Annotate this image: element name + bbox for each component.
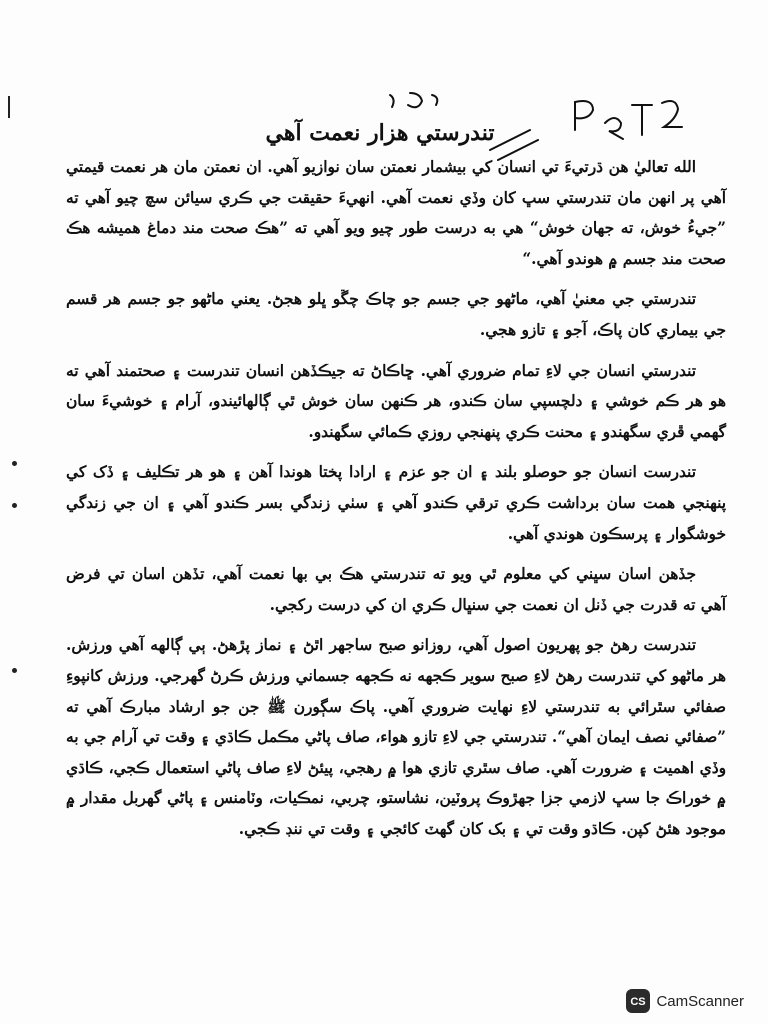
paragraph: تندرستي جي معنيٰ آهي، ماڻهو جي جسم جو چاڪ چڱو ڀلو هجڻ. يعني ماڻهو جو جسم هر قسم جي بيماري کان پاڪ، آجو ۽ تازو هجي. bbox=[66, 290, 726, 339]
svg-text:CS: CS bbox=[630, 996, 647, 1008]
paragraph: تندرست رهڻ جو پهريون اصول آهي، روزانو صبح ساجهر اٿڻ ۽ نماز پڙهڻ. ٻي ڳالهه آهي ورزش. هر ماڻهو کي تندرست رهڻ لاءِ صبح سوير ڪجهه نه ڪجهه جسماني ورزش ڪرڻ گهرجي. ورزش کانپوءِ صفائي سٿرائي به تندرستي لاءِ نهايت ضروري آهي. پاڪ سڳورن ﷺ جن جو ارشاد مبارڪ آهي ته ”صفائي نصف ايمان آهي“. تندرستي جي لاءِ تازو هواء، صاف پاڻي مڪمل ڪاڌي ۽ وقت تي آرام جي به وڏي اهميت ۽ ضرورت آهي. صاف سٿري تازي هوا ۾ رهجي، پيئڻ لاءِ صاف پاڻي استعمال ڪجي، ڪاڌي ۾ خوراڪ جا سڀ لازمي جزا جهڙوڪ پروٽين، نشاستو، چربي، نمڪيات، وٽامنس ۽ پاڻي گهربل مقدار ۾ موجود هئڻ کپن. ڪاڌو وقت تي ۽ بک کان گهٽ کائجي ۽ وقت تي ننڊ ڪجي. bbox=[66, 636, 726, 838]
document-title: تندرستي هزار نعمت آهي bbox=[265, 120, 495, 146]
margin-mark bbox=[8, 96, 10, 118]
camscanner-label: CamScanner bbox=[656, 992, 744, 1010]
margin-dot bbox=[12, 503, 17, 508]
margin-dot bbox=[12, 461, 17, 466]
paragraph: الله تعاليٰ هن ڌرتيءَ تي انسان کي بيشمار نعمتن سان نوازيو آهي. ان نعمتن مان هر نعمت قيمتي آهي پر انهن مان تندرستي سڀ کان وڏي نعمت آهي. انهيءَ حقيقت جي ڪري سيائن سچ چيو آهي ته ”جيءُ خوش، ته جهان خوش“ هي به درست طور چيو ويو آهي ته ”هڪ صحت مند دماغ هميشه هڪ صحت مند جسم ۾ هوندو آهي.“ bbox=[66, 158, 726, 268]
camscanner-watermark bbox=[626, 986, 744, 1016]
camscanner-logo-icon bbox=[626, 989, 650, 1013]
paragraph: تندرستي انسان جي لاءِ تمام ضروري آهي. ڇاڪاڻ ته جيڪڏهن انسان تندرست ۽ صحتمند آهي ته هو هر ڪم خوشي ۽ دلچسپي سان ڪندو، هر ڪنهن سان خوش ٿي ڳالهائيندو، آرام ۽ خوشيءَ سان گهمي ڦري سگهندو ۽ محنت ڪري پنهنجي روزي ڪمائي سگهندو. bbox=[66, 361, 726, 441]
margin-dot bbox=[12, 668, 17, 673]
paragraph: تندرست انسان جو حوصلو بلند ۽ ان جو عزم ۽ ارادا پختا هوندا آهن ۽ هو هر تڪليف ۽ ڏک کي پنهنجي همت سان برداشت ڪري ترقي ڪندو آهي ۽ سٺي زندگي بسر ڪندو آهي ۽ ان جي زندگي خوشگوار ۽ پرسڪون هوندي آهي. bbox=[66, 463, 726, 543]
document-body bbox=[66, 152, 726, 854]
paragraph: جڏهن اسان سڀني کي معلوم ٿي ويو ته تندرستي هڪ بي بها نعمت آهي، تڏهن اسان تي فرض آهي ته قدرت جي ڏنل ان نعمت جي سنڀال ڪري ان کي درست رکجي. bbox=[66, 565, 726, 614]
